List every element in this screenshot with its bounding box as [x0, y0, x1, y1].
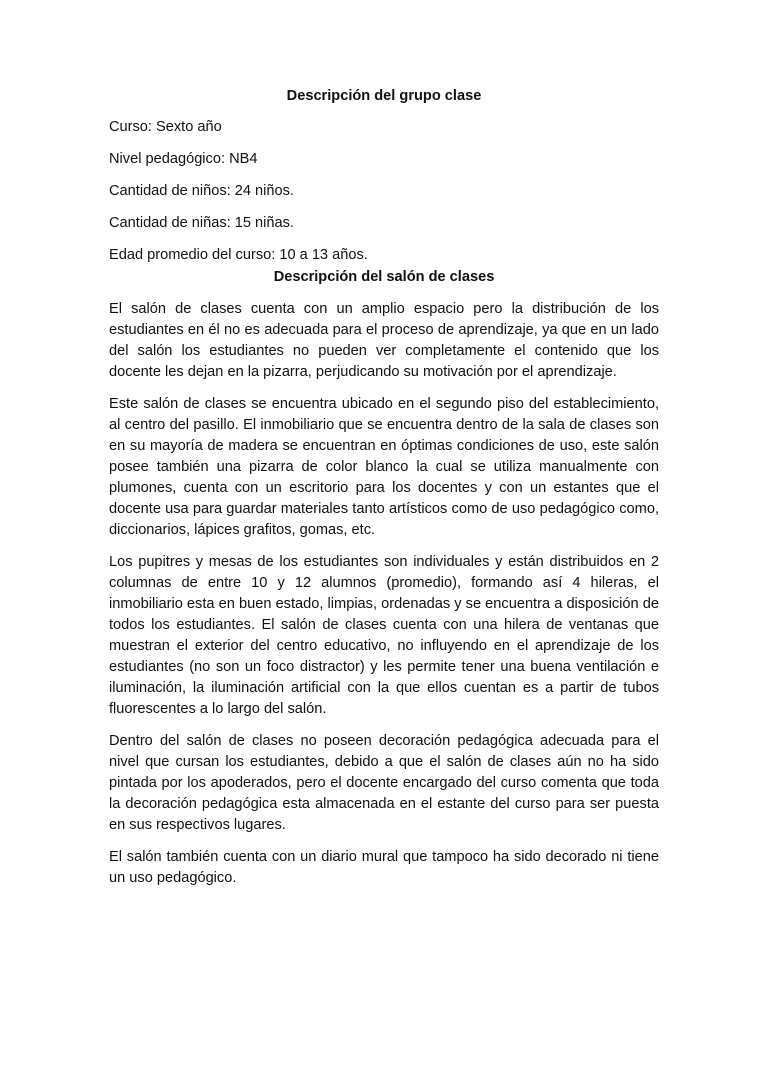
paragraph-diario-mural: El salón también cuenta con un diario mural que tampoco ha sido decorado ni tiene un uso pedagógico. — [109, 849, 659, 886]
field-cantidad-ninas: Cantidad de niñas: 15 niñas. — [109, 215, 294, 231]
document-page — [109, 86, 659, 900]
field-cantidad-ninos: Cantidad de niños: 24 niños. — [109, 183, 294, 199]
field-curso: Curso: Sexto año — [109, 119, 222, 135]
paragraph-espacio: El salón de clases cuenta con un amplio espacio pero la distribución de los estudiantes en él no es adecuada para el proceso de aprendizaje, ya que en un lado del salón los estudiantes no pueden ver completamente el contenido que los docente les dejan en la pizarra, perjudicando su motivación por el aprendizaje. — [109, 301, 659, 380]
paragraph-decoracion: Dentro del salón de clases no poseen decoración pedagógica adecuada para el nivel que cursan los estudiantes, debido a que el salón de clases aún no ha sido pintada por los apoderados, pero el docente encargado del curso comenta que toda la decoración pedagógica esta almacenada en el estante del curso para ser puesta en sus respectivos lugares. — [109, 733, 659, 833]
section-title-salon-clases: Descripción del salón de clases — [273, 269, 495, 285]
section-title-grupo-clase: Descripción del grupo clase — [286, 88, 482, 104]
field-edad-promedio: Edad promedio del curso: 10 a 13 años. — [109, 247, 368, 263]
paragraph-ubicacion: Este salón de clases se encuentra ubicado en el segundo piso del establecimiento, al centro del pasillo. El inmobiliario que se encuentra dentro de la sala de clases son en su mayoría de madera se encuentran en óptimas condiciones de uso, este salón posee también una pizarra de color blanco la cual se utiliza manualmente con plumones, cuenta con un escritorio para los docentes y con un estantes que el docente usa para guardar materiales tanto artísticos como de uso pedagógico como, diccionarios, lápices grafitos, gomas, etc. — [109, 396, 659, 538]
paragraph-pupitres: Los pupitres y mesas de los estudiantes son individuales y están distribuidos en 2 columnas de entre 10 y 12 alumnos (promedio), formando así 4 hileras, el inmobiliario esta en buen estado, limpias, ordenadas y se encuentra a disposición de todos los estudiantes. El salón de clases cuenta con una hilera de ventanas que muestran el exterior del centro educativo, no influyendo en el aprendizaje de los estudiantes (no son un foco distractor) y les permite tener una buena ventilación e iluminación, la iluminación artificial con la que ellos cuentan es a partir de tubos fluorescentes a lo largo del salón. — [109, 554, 659, 717]
field-nivel-pedagogico: Nivel pedagógico: NB4 — [109, 151, 258, 167]
